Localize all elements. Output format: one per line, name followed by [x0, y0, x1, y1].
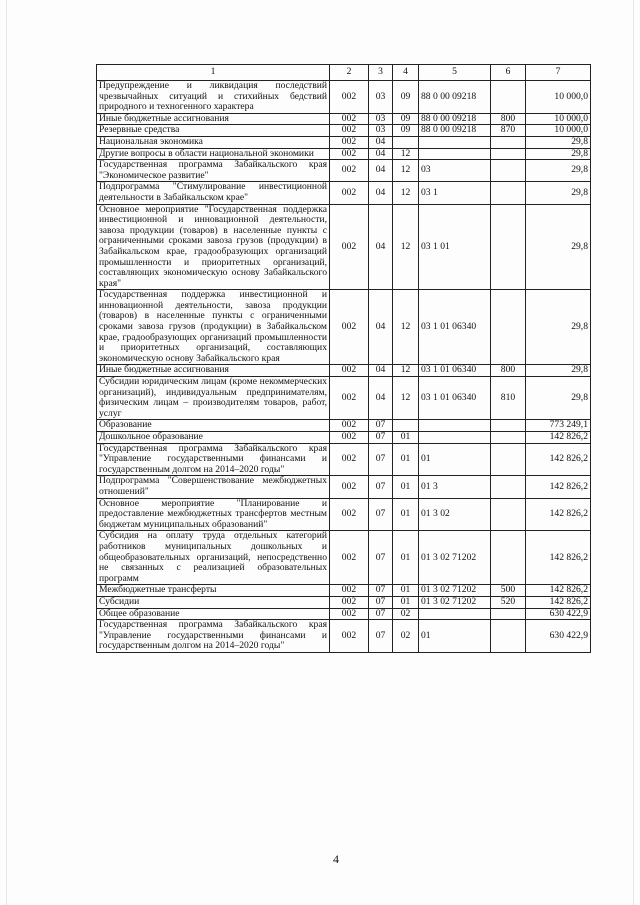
- row-expense-type-cell: [491, 498, 526, 531]
- row-code-admin-cell: 002: [330, 365, 369, 377]
- row-name-cell: Другие вопросы в области национальной экономики: [97, 148, 330, 160]
- row-amount-cell: 142 826,2: [526, 531, 591, 585]
- row-code-admin-cell: 002: [330, 148, 369, 160]
- table-row: [97, 125, 591, 137]
- row-expense-type-cell: [491, 432, 526, 444]
- row-code-admin-cell: 002: [330, 476, 369, 498]
- row-target-article-cell: 01: [419, 443, 491, 476]
- row-amount-cell: 29,8: [526, 377, 591, 420]
- row-section-cell: 07: [369, 432, 393, 444]
- column-header-2: 2: [330, 65, 369, 81]
- row-amount-cell: 29,8: [526, 160, 591, 182]
- row-amount-cell: 29,8: [526, 182, 591, 204]
- table-row: [97, 585, 591, 597]
- row-expense-type-cell: [491, 290, 526, 365]
- row-amount-cell: 29,8: [526, 204, 591, 290]
- row-target-article-cell: 03: [419, 160, 491, 182]
- column-header-6: 6: [491, 65, 526, 81]
- table-row: [97, 81, 591, 114]
- row-target-article-cell: [419, 608, 491, 620]
- row-subsection-cell: 01: [393, 498, 419, 531]
- page-number: 4: [333, 852, 339, 866]
- row-amount-cell: 142 826,2: [526, 596, 591, 608]
- row-subsection-cell: 02: [393, 608, 419, 620]
- row-subsection-cell: 12: [393, 182, 419, 204]
- row-expense-type-cell: [491, 182, 526, 204]
- table-row: [97, 498, 591, 531]
- row-code-admin-cell: 002: [330, 125, 369, 137]
- row-target-article-cell: 01 3 02 71202: [419, 585, 491, 597]
- row-name-cell: Субсидии юридическим лицам (кроме некоммерческих организаций), индивидуальным предпринимателям, физическим лицам – производителям товаров, работ, услуг: [97, 377, 330, 420]
- row-subsection-cell: 12: [393, 204, 419, 290]
- row-code-admin-cell: 002: [330, 531, 369, 585]
- table-header-row: [97, 65, 591, 81]
- row-section-cell: 04: [369, 377, 393, 420]
- row-section-cell: 07: [369, 585, 393, 597]
- column-header-7: 7: [526, 65, 591, 81]
- row-expense-type-cell: [491, 420, 526, 432]
- row-section-cell: 04: [369, 160, 393, 182]
- row-section-cell: 03: [369, 125, 393, 137]
- row-name-cell: Подпрограмма "Стимулирование инвестиционной деятельности в Забайкальском крае": [97, 182, 330, 204]
- row-subsection-cell: 09: [393, 125, 419, 137]
- row-code-admin-cell: 002: [330, 608, 369, 620]
- row-name-cell: Дошкольное образование: [97, 432, 330, 444]
- row-subsection-cell: 01: [393, 531, 419, 585]
- row-amount-cell: 10 000,0: [526, 113, 591, 125]
- row-target-article-cell: 01 3 02 71202: [419, 531, 491, 585]
- row-name-cell: Иные бюджетные ассигнования: [97, 113, 330, 125]
- row-subsection-cell: 01: [393, 432, 419, 444]
- row-expense-type-cell: [491, 476, 526, 498]
- row-subsection-cell: 01: [393, 443, 419, 476]
- row-code-admin-cell: 002: [330, 377, 369, 420]
- row-expense-type-cell: [491, 608, 526, 620]
- row-code-admin-cell: 002: [330, 443, 369, 476]
- table-body: [97, 81, 591, 653]
- row-section-cell: 03: [369, 81, 393, 114]
- row-name-cell: Резервные средства: [97, 125, 330, 137]
- row-amount-cell: 29,8: [526, 365, 591, 377]
- row-section-cell: 07: [369, 531, 393, 585]
- row-name-cell: Предупреждение и ликвидация последствий чрезвычайных ситуаций и стихийных бедствий природного и техногенного характера: [97, 81, 330, 114]
- row-name-cell: Государственная поддержка инвестиционной и инновационной деятельности, завоза продукции (товаров) в населенные пункты с ограниченными сроками завоза грузов (продукции) в Забайкальском крае, градообразующих организаций промышленности и приоритетных организаций, составляющих экономическую основу Забайкальского края: [97, 290, 330, 365]
- row-code-admin-cell: 002: [330, 596, 369, 608]
- row-expense-type-cell: [491, 160, 526, 182]
- row-code-admin-cell: 002: [330, 432, 369, 444]
- row-subsection-cell: 12: [393, 377, 419, 420]
- row-code-admin-cell: 002: [330, 620, 369, 653]
- row-target-article-cell: [419, 136, 491, 148]
- row-target-article-cell: 01 3 02 71202: [419, 596, 491, 608]
- table-row: [97, 420, 591, 432]
- row-subsection-cell: [393, 420, 419, 432]
- table-row: [97, 608, 591, 620]
- row-name-cell: Образование: [97, 420, 330, 432]
- row-expense-type-cell: [491, 620, 526, 653]
- row-section-cell: 03: [369, 113, 393, 125]
- row-target-article-cell: 03 1 01 06340: [419, 365, 491, 377]
- row-subsection-cell: 12: [393, 148, 419, 160]
- row-name-cell: Национальная экономика: [97, 136, 330, 148]
- row-section-cell: 04: [369, 204, 393, 290]
- table-row: [97, 620, 591, 653]
- row-subsection-cell: 12: [393, 290, 419, 365]
- table-row: [97, 204, 591, 290]
- row-section-cell: 04: [369, 182, 393, 204]
- row-subsection-cell: 09: [393, 81, 419, 114]
- row-name-cell: Государственная программа Забайкальского края "Управление государственными финансами и государственным долгом на 2014–2020 годы": [97, 620, 330, 653]
- row-code-admin-cell: 002: [330, 136, 369, 148]
- row-amount-cell: 142 826,2: [526, 476, 591, 498]
- table-row: [97, 531, 591, 585]
- row-expense-type-cell: 520: [491, 596, 526, 608]
- row-name-cell: Субсидия на оплату труда отдельных категорий работников муниципальных дошкольных и общеобразовательных организаций, непосредственно не связанных с реализацией образовательных программ: [97, 531, 330, 585]
- row-expense-type-cell: 810: [491, 377, 526, 420]
- row-amount-cell: 142 826,2: [526, 585, 591, 597]
- row-amount-cell: 10 000,0: [526, 81, 591, 114]
- row-expense-type-cell: [491, 531, 526, 585]
- row-section-cell: 07: [369, 476, 393, 498]
- row-subsection-cell: 01: [393, 585, 419, 597]
- row-subsection-cell: 12: [393, 160, 419, 182]
- row-subsection-cell: 01: [393, 476, 419, 498]
- row-name-cell: Подпрограмма "Совершенствование межбюджетных отношений": [97, 476, 330, 498]
- table-row: [97, 365, 591, 377]
- row-amount-cell: 142 826,2: [526, 432, 591, 444]
- row-target-article-cell: [419, 148, 491, 160]
- row-target-article-cell: 03 1 01 06340: [419, 377, 491, 420]
- row-name-cell: Государственная программа Забайкальского края "Управление государственными финансами и государственным долгом на 2014–2020 годы": [97, 443, 330, 476]
- row-expense-type-cell: [491, 81, 526, 114]
- table-row: [97, 182, 591, 204]
- row-target-article-cell: 03 1 01: [419, 204, 491, 290]
- row-target-article-cell: [419, 432, 491, 444]
- row-target-article-cell: 03 1 01 06340: [419, 290, 491, 365]
- row-expense-type-cell: [491, 148, 526, 160]
- row-section-cell: 04: [369, 148, 393, 160]
- row-name-cell: Основное мероприятие "Планирование и предоставление межбюджетных трансфертов местным бюджетам муниципальных образований": [97, 498, 330, 531]
- row-section-cell: 04: [369, 290, 393, 365]
- row-section-cell: 07: [369, 420, 393, 432]
- row-code-admin-cell: 002: [330, 182, 369, 204]
- row-expense-type-cell: 870: [491, 125, 526, 137]
- table-row: [97, 476, 591, 498]
- row-subsection-cell: [393, 136, 419, 148]
- row-code-admin-cell: 002: [330, 204, 369, 290]
- row-code-admin-cell: 002: [330, 585, 369, 597]
- row-target-article-cell: 01: [419, 620, 491, 653]
- row-amount-cell: 29,8: [526, 136, 591, 148]
- row-code-admin-cell: 002: [330, 81, 369, 114]
- row-expense-type-cell: [491, 136, 526, 148]
- row-amount-cell: 630 422,9: [526, 608, 591, 620]
- row-target-article-cell: 03 1: [419, 182, 491, 204]
- table-row: [97, 113, 591, 125]
- scan-edge-right: [633, 0, 634, 905]
- scan-edge-left: [6, 0, 7, 905]
- row-amount-cell: 10 000,0: [526, 125, 591, 137]
- table-row: [97, 160, 591, 182]
- row-target-article-cell: 88 0 00 09218: [419, 113, 491, 125]
- column-header-1: 1: [97, 65, 330, 81]
- table-row: [97, 443, 591, 476]
- row-code-admin-cell: 002: [330, 498, 369, 531]
- row-code-admin-cell: 002: [330, 290, 369, 365]
- row-target-article-cell: [419, 420, 491, 432]
- row-subsection-cell: 01: [393, 596, 419, 608]
- row-amount-cell: 29,8: [526, 148, 591, 160]
- row-code-admin-cell: 002: [330, 420, 369, 432]
- row-subsection-cell: 09: [393, 113, 419, 125]
- row-amount-cell: 142 826,2: [526, 498, 591, 531]
- row-code-admin-cell: 002: [330, 113, 369, 125]
- row-section-cell: 07: [369, 498, 393, 531]
- row-amount-cell: 773 249,1: [526, 420, 591, 432]
- row-name-cell: Государственная программа Забайкальского края "Экономическое развитие": [97, 160, 330, 182]
- row-expense-type-cell: 800: [491, 365, 526, 377]
- row-name-cell: Иные бюджетные ассигнования: [97, 365, 330, 377]
- row-name-cell: Субсидии: [97, 596, 330, 608]
- row-section-cell: 04: [369, 136, 393, 148]
- row-name-cell: Основное мероприятие "Государственная поддержка инвестиционной и инновационной деятельности, завоза продукции (товаров) в населенные пункты с ограниченными сроками завоза грузов (продукции) в Забайкальском крае, градообразующих организаций промышленности и приоритетных организаций, составляющих экономическую основу Забайкальского края": [97, 204, 330, 290]
- column-header-5: 5: [419, 65, 491, 81]
- row-amount-cell: 29,8: [526, 290, 591, 365]
- row-target-article-cell: 01 3: [419, 476, 491, 498]
- row-name-cell: Межбюджетные трансферты: [97, 585, 330, 597]
- row-section-cell: 07: [369, 443, 393, 476]
- row-amount-cell: 142 826,2: [526, 443, 591, 476]
- row-expense-type-cell: [491, 204, 526, 290]
- row-section-cell: 04: [369, 365, 393, 377]
- row-section-cell: 07: [369, 608, 393, 620]
- row-name-cell: Общее образование: [97, 608, 330, 620]
- table-row: [97, 148, 591, 160]
- row-expense-type-cell: 500: [491, 585, 526, 597]
- table-row: [97, 596, 591, 608]
- row-target-article-cell: 88 0 00 09218: [419, 125, 491, 137]
- row-target-article-cell: 88 0 00 09218: [419, 81, 491, 114]
- row-subsection-cell: 12: [393, 365, 419, 377]
- row-expense-type-cell: 800: [491, 113, 526, 125]
- row-expense-type-cell: [491, 443, 526, 476]
- column-header-3: 3: [369, 65, 393, 81]
- row-code-admin-cell: 002: [330, 160, 369, 182]
- table-row: [97, 377, 591, 420]
- table-row: [97, 290, 591, 365]
- row-subsection-cell: 02: [393, 620, 419, 653]
- row-section-cell: 07: [369, 596, 393, 608]
- row-amount-cell: 630 422,9: [526, 620, 591, 653]
- row-target-article-cell: 01 3 02: [419, 498, 491, 531]
- column-header-4: 4: [393, 65, 419, 81]
- budget-table: [96, 64, 591, 653]
- table-row: [97, 432, 591, 444]
- row-section-cell: 07: [369, 620, 393, 653]
- table-row: [97, 136, 591, 148]
